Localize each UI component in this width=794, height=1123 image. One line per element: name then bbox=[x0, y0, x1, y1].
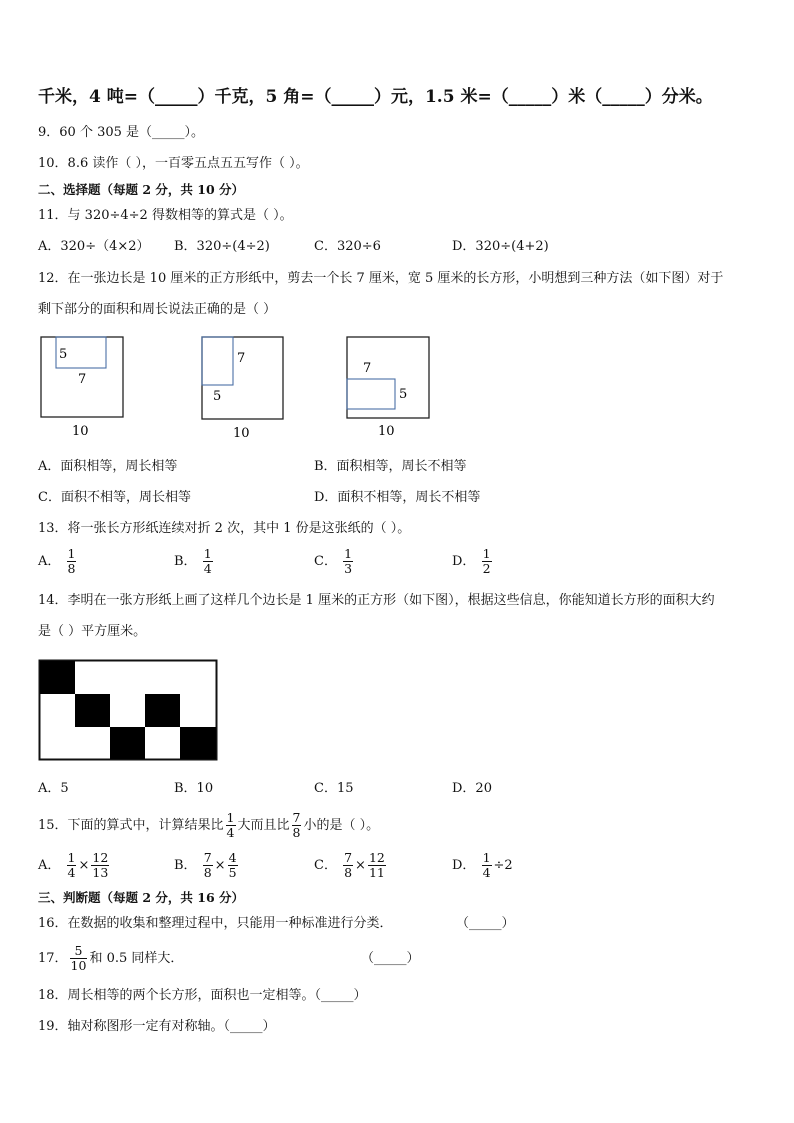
fig2-label-right: 7 bbox=[237, 351, 246, 366]
fig2-square bbox=[202, 337, 283, 419]
q12-option-c: C．面积不相等，周长相等 bbox=[38, 490, 191, 505]
q17-answer-blank[interactable]: （_____） bbox=[361, 951, 420, 966]
fig3-label-top: 7 bbox=[363, 361, 372, 376]
question-13: 13．将一张长方形纸连续对折 2 次，其中 1 份是这张纸的（ ）。 bbox=[38, 521, 411, 536]
q14-square-4 bbox=[145, 694, 180, 727]
q13-fraction-d: $\frac{1}{2}$ bbox=[482, 546, 491, 576]
q15-fraction-7-8: $\frac{7}{8}$ bbox=[292, 810, 301, 840]
question-19: 19．轴对称图形一定有对称轴。（_____） bbox=[38, 1019, 276, 1034]
fig3-label-right: 5 bbox=[399, 387, 408, 402]
q13-label-d: D． bbox=[452, 554, 476, 569]
q13-fraction-c: $\frac{1}{3}$ bbox=[344, 546, 353, 576]
q15-option-c: C． $\frac{7}{8}$ × $\frac{12}{11}$ bbox=[314, 850, 385, 880]
q13-fraction-a: $\frac{1}{8}$ bbox=[67, 546, 76, 576]
q14-option-d: D．20 bbox=[452, 781, 492, 796]
q14-option-a: A．5 bbox=[38, 781, 69, 796]
question-9: 9．60 个 305 是（_____）。 bbox=[38, 125, 205, 140]
question-14-line1: 14．李明在一张方形纸上画了这样几个边长是 1 厘米的正方形（如下图），根据这些信息，你能知道长方形的面积大约 bbox=[38, 593, 715, 608]
fig3-label-base: 10 bbox=[378, 424, 395, 439]
q15-fraction-1-4: $\frac{1}{4}$ bbox=[226, 810, 235, 840]
q13-label-c: C． bbox=[314, 554, 337, 569]
question-17: 17． $\frac{5}{10}$ 和 0.5 同样大． bbox=[38, 943, 184, 973]
q12-option-a: A．面积相等，周长相等 bbox=[38, 459, 178, 474]
section-2-heading: 二、选择题（每题 2 分，共 10 分） bbox=[38, 182, 245, 197]
q16-answer-blank[interactable]: （_____） bbox=[456, 916, 515, 931]
question-12-line2: 剩下部分的面积和周长说法正确的是（ ） bbox=[38, 302, 277, 317]
q14-figure bbox=[38, 659, 220, 763]
fig3-square bbox=[347, 337, 429, 418]
question-15: 15．下面的算式中，计算结果比 $\frac{1}{4}$ 大而且比 $\frac{7}{8}$ 小的是（ ）。 bbox=[38, 810, 380, 840]
question-16: 16．在数据的收集和整理过程中，只能用一种标准进行分类． bbox=[38, 916, 393, 931]
fig1-label-base: 10 bbox=[72, 424, 89, 439]
q11-option-d: D．320÷(4+2) bbox=[452, 239, 549, 254]
fig2-label-bottom: 5 bbox=[213, 389, 222, 404]
q13-label-a: A． bbox=[38, 554, 61, 569]
fig2-cut-rect bbox=[202, 337, 233, 385]
q14-square-3 bbox=[110, 727, 145, 759]
top-line: 千米，4 吨=（_____）千克，5 角=（_____）元，1.5 米=（_____）米（_____）分米。 bbox=[38, 87, 713, 107]
q13-label-b: B． bbox=[174, 554, 197, 569]
q11-option-b: B．320÷(4÷2) bbox=[174, 239, 270, 254]
fig1-label-bottom: 7 bbox=[78, 372, 87, 387]
q14-square-1 bbox=[40, 661, 75, 694]
q15-option-d: D． $\frac{1}{4}$ ÷2 bbox=[452, 850, 513, 880]
q13-option-b bbox=[174, 547, 215, 576]
q11-option-c: C．320÷6 bbox=[314, 239, 381, 254]
q14-option-c: C．15 bbox=[314, 781, 354, 796]
q17-fraction: $\frac{5}{10}$ bbox=[70, 943, 87, 973]
question-14-line2: 是（ ）平方厘米。 bbox=[38, 624, 147, 639]
q15-option-a: A． $\frac{1}{4}$ × $\frac{12}{13}$ bbox=[38, 850, 109, 880]
q12-option-b: B．面积相等，周长不相等 bbox=[314, 459, 467, 474]
question-18: 18．周长相等的两个长方形，面积也一定相等。（_____） bbox=[38, 988, 367, 1003]
q13-fraction-b: $\frac{1}{4}$ bbox=[203, 546, 212, 576]
fig2-label-base: 10 bbox=[233, 426, 250, 441]
q14-square-5 bbox=[180, 727, 216, 759]
q14-square-2 bbox=[75, 694, 110, 727]
q13-option-c bbox=[314, 547, 355, 576]
q14-option-b: B．10 bbox=[174, 781, 214, 796]
q13-option-a bbox=[38, 547, 78, 576]
q15-option-b: B． $\frac{7}{8}$ × $\frac{4}{5}$ bbox=[174, 850, 237, 880]
fig1-label-left: 5 bbox=[59, 347, 68, 362]
question-12-line1: 12．在一张边长是 10 厘米的正方形纸中，剪去一个长 7 厘米，宽 5 厘米的长方形，小明想到三种方法（如下图）对于 bbox=[38, 271, 724, 286]
q11-option-a: A．320÷（4×2） bbox=[38, 239, 150, 254]
section-3-heading: 三、判断题（每题 2 分，共 16 分） bbox=[38, 890, 245, 905]
fig3-cut-rect bbox=[347, 379, 395, 409]
q12-figures bbox=[36, 332, 456, 442]
question-10: 10．8.6 读作（ ），一百零五点五五写作（ ）。 bbox=[38, 156, 309, 171]
q13-option-d bbox=[452, 547, 494, 576]
question-11: 11．与 320÷4÷2 得数相等的算式是（ ）。 bbox=[38, 208, 293, 223]
q12-option-d: D．面积不相等，周长不相等 bbox=[314, 490, 481, 505]
